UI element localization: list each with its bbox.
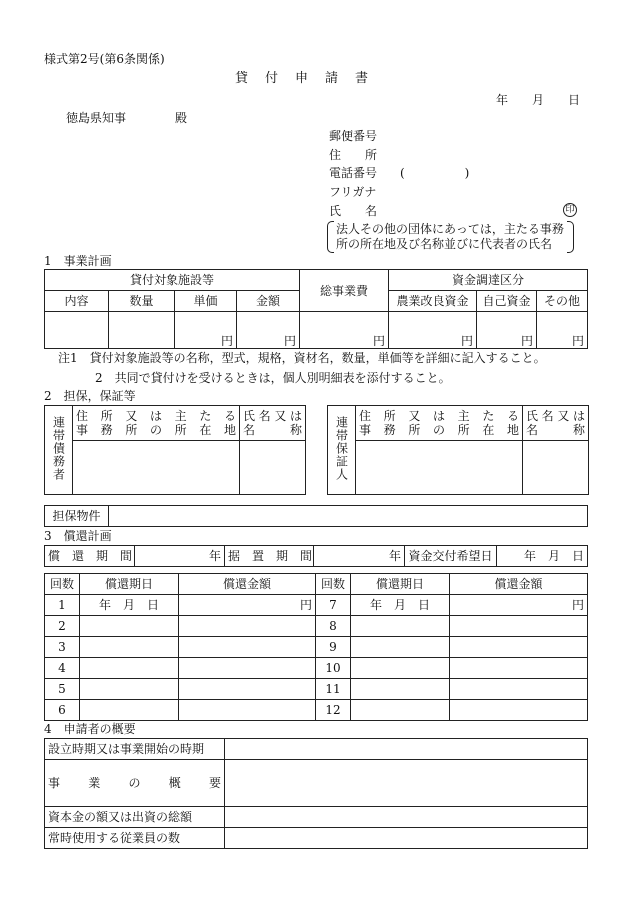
row-number: 8	[316, 616, 351, 637]
yen-unit: 円	[572, 334, 585, 348]
debtor-name-input[interactable]	[240, 441, 306, 495]
row-number: 7	[316, 595, 351, 616]
repayment-schedule-table	[44, 573, 588, 721]
repay-period-input[interactable]: 年	[135, 546, 225, 567]
note-1: 注1 貸付対象施設等の名称，型式，規格，資材名，数量，単価等を詳細に記入すること。	[58, 351, 546, 365]
due-date-input[interactable]	[351, 679, 450, 700]
repay-amount-input[interactable]	[179, 637, 316, 658]
establishment-date-input[interactable]	[225, 739, 588, 760]
repay-amount-input[interactable]	[450, 658, 588, 679]
repay-amount-input[interactable]	[179, 679, 316, 700]
guarantor-name-input[interactable]	[523, 441, 589, 495]
due-date-input[interactable]	[80, 679, 179, 700]
repay-amount-input[interactable]: 円	[450, 595, 588, 616]
col-repay-amount: 償還金額	[179, 574, 316, 595]
business-plan-table	[44, 269, 588, 349]
row-number: 5	[45, 679, 80, 700]
left-bracket	[327, 221, 334, 253]
repay-amount-input[interactable]	[450, 637, 588, 658]
due-date-input[interactable]: 年 月 日	[351, 595, 450, 616]
repay-amount-input[interactable]	[179, 700, 316, 721]
section-3-title: 3 償還計画	[44, 529, 112, 543]
section-1-title: 1 事業計画	[44, 254, 112, 268]
yen-unit: 円	[521, 334, 534, 348]
seal-icon: 印	[563, 203, 577, 217]
postal-code-label: 郵便番号	[329, 129, 378, 143]
establishment-date-label: 設立時期又は事業開始の時期	[45, 739, 225, 760]
grace-period-input[interactable]: 年	[314, 546, 405, 567]
col-count: 回数	[45, 574, 80, 595]
repay-amount-input[interactable]	[450, 616, 588, 637]
furigana-label: フリガナ	[329, 185, 377, 199]
col-due-date: 償還期日	[351, 574, 450, 595]
corporate-note-line-1: 法人その他の団体にあっては，主たる事務	[336, 222, 564, 236]
desired-date-input[interactable]: 年 月 日	[497, 546, 588, 567]
input-quantity[interactable]	[109, 312, 175, 349]
col-other-fund: その他	[537, 291, 588, 312]
guarantor-name-header: 氏名又は 名 称	[523, 406, 589, 441]
right-bracket	[567, 221, 574, 253]
guarantor-address-input[interactable]	[356, 441, 523, 495]
corporate-note	[327, 221, 574, 253]
page-title: 貸 付 申 請 書	[235, 71, 371, 86]
row-number: 2	[45, 616, 80, 637]
due-date-input[interactable]	[80, 637, 179, 658]
repay-amount-input[interactable]: 円	[179, 595, 316, 616]
addressee: 徳島県知事	[66, 111, 127, 125]
col-repay-amount: 償還金額	[450, 574, 588, 595]
employees-label: 常時使用する従業員の数	[45, 828, 225, 849]
debtor-address-input[interactable]	[73, 441, 240, 495]
due-date-input[interactable]: 年 月 日	[80, 595, 179, 616]
grace-period-label: 据 置 期 間	[225, 546, 314, 567]
capital-label: 資本金の額又は出資の総額	[45, 807, 225, 828]
yen-unit: 円	[373, 334, 386, 348]
yen-unit: 円	[220, 334, 233, 348]
repayment-summary-table	[44, 545, 588, 567]
col-agri-fund: 農業改良資金	[389, 291, 477, 312]
name-label: 氏 名	[329, 204, 378, 218]
repay-amount-input[interactable]	[179, 658, 316, 679]
due-date-input[interactable]	[351, 616, 450, 637]
input-own-fund[interactable]	[477, 312, 537, 349]
row-number: 4	[45, 658, 80, 679]
due-date-input[interactable]	[80, 700, 179, 721]
input-total-cost[interactable]	[300, 312, 389, 349]
col-own-fund: 自己資金	[477, 291, 537, 312]
phone-parenthesis: ( )	[400, 166, 470, 180]
business-overview-label: 事 業 の 概 要	[45, 760, 225, 807]
due-date-input[interactable]	[351, 700, 450, 721]
debtor-address-header: 住 所 又 は 主 た る 事 務 所 の 所 在 地	[73, 406, 240, 441]
joint-guarantor-label: 連帯保証人	[328, 406, 356, 495]
address-label: 住 所	[329, 148, 378, 162]
col-count: 回数	[316, 574, 351, 595]
form-number: 様式第2号(第6条関係)	[44, 52, 165, 66]
col-due-date: 償還期日	[80, 574, 179, 595]
col-quantity: 数量	[109, 291, 175, 312]
section-4-title: 4 申請者の概要	[44, 722, 136, 736]
section-2-title: 2 担保，保証等	[44, 389, 136, 403]
row-number: 10	[316, 658, 351, 679]
input-agri-fund[interactable]	[389, 312, 477, 349]
funding-header: 資金調達区分	[389, 270, 588, 291]
input-unit-price[interactable]	[175, 312, 237, 349]
note-2: 2 共同で貸付けを受けるときは，個人別明細表を添付すること。	[95, 371, 451, 385]
row-number: 6	[45, 700, 80, 721]
due-date-input[interactable]	[80, 616, 179, 637]
row-number: 3	[45, 637, 80, 658]
application-date: 年 月 日	[496, 93, 581, 107]
joint-debtor-label: 連帯債務者	[45, 406, 73, 495]
col-unit-price: 単価	[175, 291, 237, 312]
yen-unit: 円	[461, 334, 474, 348]
honorific: 殿	[175, 111, 188, 125]
row-number: 9	[316, 637, 351, 658]
phone-label: 電話番号	[329, 166, 378, 180]
joint-debtor-table	[44, 405, 306, 495]
repay-amount-input[interactable]	[179, 616, 316, 637]
due-date-input[interactable]	[351, 658, 450, 679]
due-date-input[interactable]	[351, 637, 450, 658]
row-number: 12	[316, 700, 351, 721]
corporate-note-line-2: 所の所在地及び名称並びに代表者の氏名	[336, 237, 553, 251]
facilities-header: 貸付対象施設等	[45, 270, 300, 291]
repay-amount-input[interactable]	[450, 679, 588, 700]
row-number: 1	[45, 595, 80, 616]
collateral-input[interactable]	[109, 506, 588, 527]
joint-guarantor-table	[327, 405, 589, 495]
collateral-table	[44, 505, 588, 527]
collateral-label: 担保物件	[45, 506, 109, 527]
repay-amount-input[interactable]	[450, 700, 588, 721]
input-content[interactable]	[45, 312, 109, 349]
row-number: 11	[316, 679, 351, 700]
input-other-fund[interactable]	[537, 312, 588, 349]
guarantor-address-header: 住 所 又 は 主 た る 事 務 所 の 所 在 地	[356, 406, 523, 441]
due-date-input[interactable]	[80, 658, 179, 679]
col-content: 内容	[45, 291, 109, 312]
input-amount[interactable]	[237, 312, 300, 349]
repay-period-label: 償 還 期 間	[45, 546, 135, 567]
desired-date-label: 資金交付希望日	[405, 546, 497, 567]
employees-input[interactable]	[225, 828, 588, 849]
col-amount: 金額	[237, 291, 300, 312]
debtor-name-header: 氏名又は 名 称	[240, 406, 306, 441]
total-cost-header: 総事業費	[300, 270, 389, 312]
business-overview-input[interactable]	[225, 760, 588, 807]
capital-input[interactable]	[225, 807, 588, 828]
yen-unit: 円	[284, 334, 297, 348]
applicant-overview-table	[44, 738, 588, 849]
